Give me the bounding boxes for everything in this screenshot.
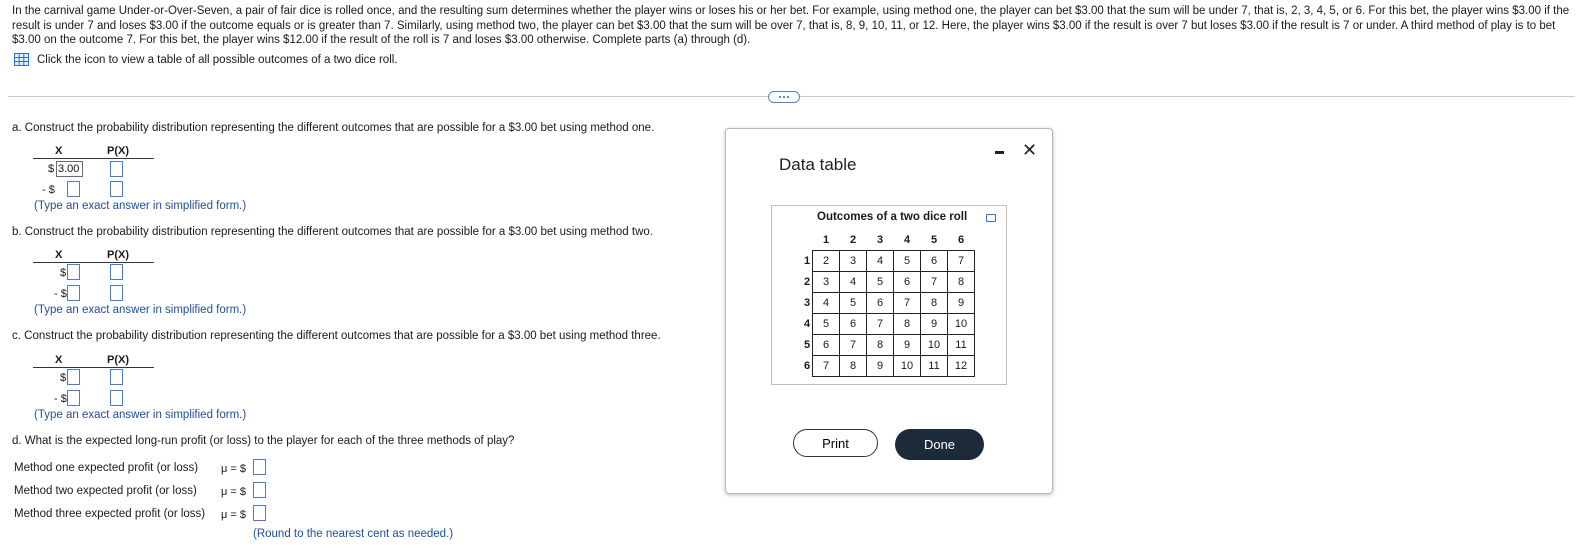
col-header: 5 — [930, 234, 938, 246]
part-b-p1-field[interactable] — [110, 264, 123, 280]
table-row — [802, 293, 975, 314]
table-cell: 9 — [867, 356, 894, 377]
table-cell: 11 — [921, 356, 948, 377]
print-button[interactable]: Print — [793, 429, 878, 457]
method-one-field[interactable] — [253, 459, 266, 475]
copy-icon[interactable] — [986, 214, 996, 222]
table-cell: 9 — [894, 335, 921, 356]
table-row — [802, 356, 975, 377]
part-c-row2-dollar: - $ — [54, 393, 67, 405]
table-cell: 5 — [840, 293, 867, 314]
table-cell: 8 — [921, 293, 948, 314]
col-header: 3 — [876, 234, 884, 246]
part-b-row1-dollar: $ — [60, 267, 67, 279]
part-b-row2-dollar: - $ — [54, 288, 67, 300]
table-cell: 6 — [840, 314, 867, 335]
dice-table-frame — [771, 205, 1007, 385]
dice-table-caption: Outcomes of a two dice roll — [817, 211, 968, 223]
table-cell: 8 — [840, 356, 867, 377]
table-cell: 3 — [813, 272, 840, 293]
part-a-row1-dollar: $ — [48, 163, 55, 175]
table-cell: 6 — [813, 335, 840, 356]
table-cell: 4 — [813, 293, 840, 314]
part-a-hint: (Type an exact answer in simplified form.) — [34, 200, 247, 212]
table-cell: 7 — [921, 272, 948, 293]
part-b-x1-field[interactable] — [67, 264, 80, 280]
row-header: 1 — [803, 255, 811, 267]
method-two-label: Method two expected profit (or loss) — [14, 485, 197, 497]
dice-outcomes-table — [802, 230, 975, 377]
part-a-x1-field[interactable]: 3.00 — [56, 161, 83, 177]
view-table-link[interactable] — [14, 53, 398, 66]
method-one-label: Method one expected profit (or loss) — [14, 462, 199, 474]
row-header: 5 — [803, 339, 811, 351]
part-d-hint: (Round to the nearest cent as needed.) — [253, 528, 454, 540]
table-cell: 7 — [813, 356, 840, 377]
part-c-x2-field[interactable] — [67, 390, 80, 406]
part-a-x-header: X — [55, 145, 63, 157]
part-c-row1-dollar: $ — [60, 372, 67, 384]
part-c-x-header: X — [55, 354, 63, 366]
table-cell: 4 — [867, 251, 894, 272]
done-button[interactable]: Done — [895, 429, 984, 460]
table-row — [802, 335, 975, 356]
part-a-row2-dollar: - $ — [42, 184, 55, 196]
table-cell: 9 — [948, 293, 975, 314]
row-header: 3 — [803, 297, 811, 309]
table-cell: 10 — [921, 335, 948, 356]
part-c-hint: (Type an exact answer in simplified form.) — [34, 409, 247, 421]
table-cell: 3 — [840, 251, 867, 272]
table-cell: 8 — [948, 272, 975, 293]
minimize-icon[interactable] — [995, 151, 1004, 154]
part-b-header-rule — [33, 262, 154, 263]
part-a-p1-field[interactable] — [110, 161, 123, 177]
table-cell: 6 — [921, 251, 948, 272]
close-icon[interactable]: ✕ — [1022, 140, 1038, 160]
row-header: 2 — [803, 276, 811, 288]
table-cell: 6 — [894, 272, 921, 293]
table-row — [802, 251, 975, 272]
part-a-p2-field[interactable] — [110, 181, 123, 197]
method-one-mu: μ = $ — [221, 463, 246, 475]
part-b-question: b. Construct the probability distribution representing the different outcomes that are possible for a $3.00 bet using method two. — [12, 226, 653, 238]
method-two-mu: μ = $ — [221, 486, 246, 498]
table-cell: 10 — [948, 314, 975, 335]
table-cell: 7 — [894, 293, 921, 314]
table-cell: 5 — [813, 314, 840, 335]
table-cell: 6 — [867, 293, 894, 314]
col-header: 1 — [822, 234, 830, 246]
table-grid-icon[interactable] — [14, 53, 29, 66]
part-c-p2-field[interactable] — [110, 390, 123, 406]
part-a-header-rule — [33, 158, 154, 159]
problem-statement: In the carnival game Under-or-Over-Seven, a pair of fair dice is rolled once, and the resulting sum determines whether the player wins or loses his or her bet. For example, using method one, the player can bet $3.00 that the sum will be under 7, that is, 2, 3, 4, 5, or 6. For this bet, the player wins $3.00 if the result is under 7 and loses $3.00 if the outcome equals or is greater than 7. Similarly, using method two, the player can bet $3.00 that the sum will be over 7, that is, 8, 9, 10, 11, or 12. Here, the player wins $3.00 if the result is over 7 but loses $3.00 if the result is 7 or under. A third method of play is to bet $3.00 on the outcome 7. For this bet, the player wins $12.00 if the result of the roll is 7 and loses $3.00 otherwise. Complete parts (a) through (d). — [12, 5, 1570, 46]
col-header: 4 — [903, 234, 911, 246]
row-header: 4 — [803, 318, 811, 330]
part-b-hint: (Type an exact answer in simplified form.) — [34, 304, 247, 316]
part-c-question: c. Construct the probability distribution representing the different outcomes that are possible for a $3.00 bet using method three. — [12, 330, 661, 342]
part-c-x1-field[interactable] — [67, 369, 80, 385]
part-b-x2-field[interactable] — [67, 285, 80, 301]
table-cell: 8 — [867, 335, 894, 356]
part-b-x-header: X — [55, 249, 63, 261]
dialog-title: Data table — [779, 155, 857, 174]
data-table-dialog — [725, 128, 1053, 494]
part-a-px-header: P(X) — [107, 145, 129, 157]
method-three-label: Method three expected profit (or loss) — [14, 508, 206, 520]
part-c-header-rule — [33, 367, 154, 368]
part-c-p1-field[interactable] — [110, 369, 123, 385]
table-cell: 5 — [867, 272, 894, 293]
table-cell: 4 — [840, 272, 867, 293]
table-cell: 7 — [867, 314, 894, 335]
table-cell: 10 — [894, 356, 921, 377]
view-table-link-text[interactable]: Click the icon to view a table of all possible outcomes of a two dice roll. — [37, 53, 398, 66]
col-header: 2 — [849, 234, 857, 246]
table-cell: 9 — [921, 314, 948, 335]
method-three-field[interactable] — [253, 505, 266, 521]
col-header: 6 — [957, 234, 965, 246]
part-b-p2-field[interactable] — [110, 285, 123, 301]
table-cell: 12 — [948, 356, 975, 377]
part-a-x2-field[interactable] — [67, 181, 80, 197]
row-header: 6 — [803, 360, 811, 372]
table-cell: 2 — [813, 251, 840, 272]
table-cell: 7 — [948, 251, 975, 272]
part-b-px-header: P(X) — [107, 249, 129, 261]
table-cell: 7 — [840, 335, 867, 356]
table-cell: 5 — [894, 251, 921, 272]
table-row — [802, 272, 975, 293]
part-d-question: d. What is the expected long-run profit (or loss) to the player for each of the three methods of play? — [12, 435, 515, 447]
method-three-mu: μ = $ — [221, 509, 246, 521]
table-row — [802, 314, 975, 335]
table-cell: 11 — [948, 335, 975, 356]
part-c-px-header: P(X) — [107, 354, 129, 366]
table-cell: 8 — [894, 314, 921, 335]
more-options-button[interactable] — [768, 91, 800, 103]
part-a-question: a. Construct the probability distribution representing the different outcomes that are possible for a $3.00 bet using method one. — [12, 122, 655, 134]
method-two-field[interactable] — [253, 482, 266, 498]
